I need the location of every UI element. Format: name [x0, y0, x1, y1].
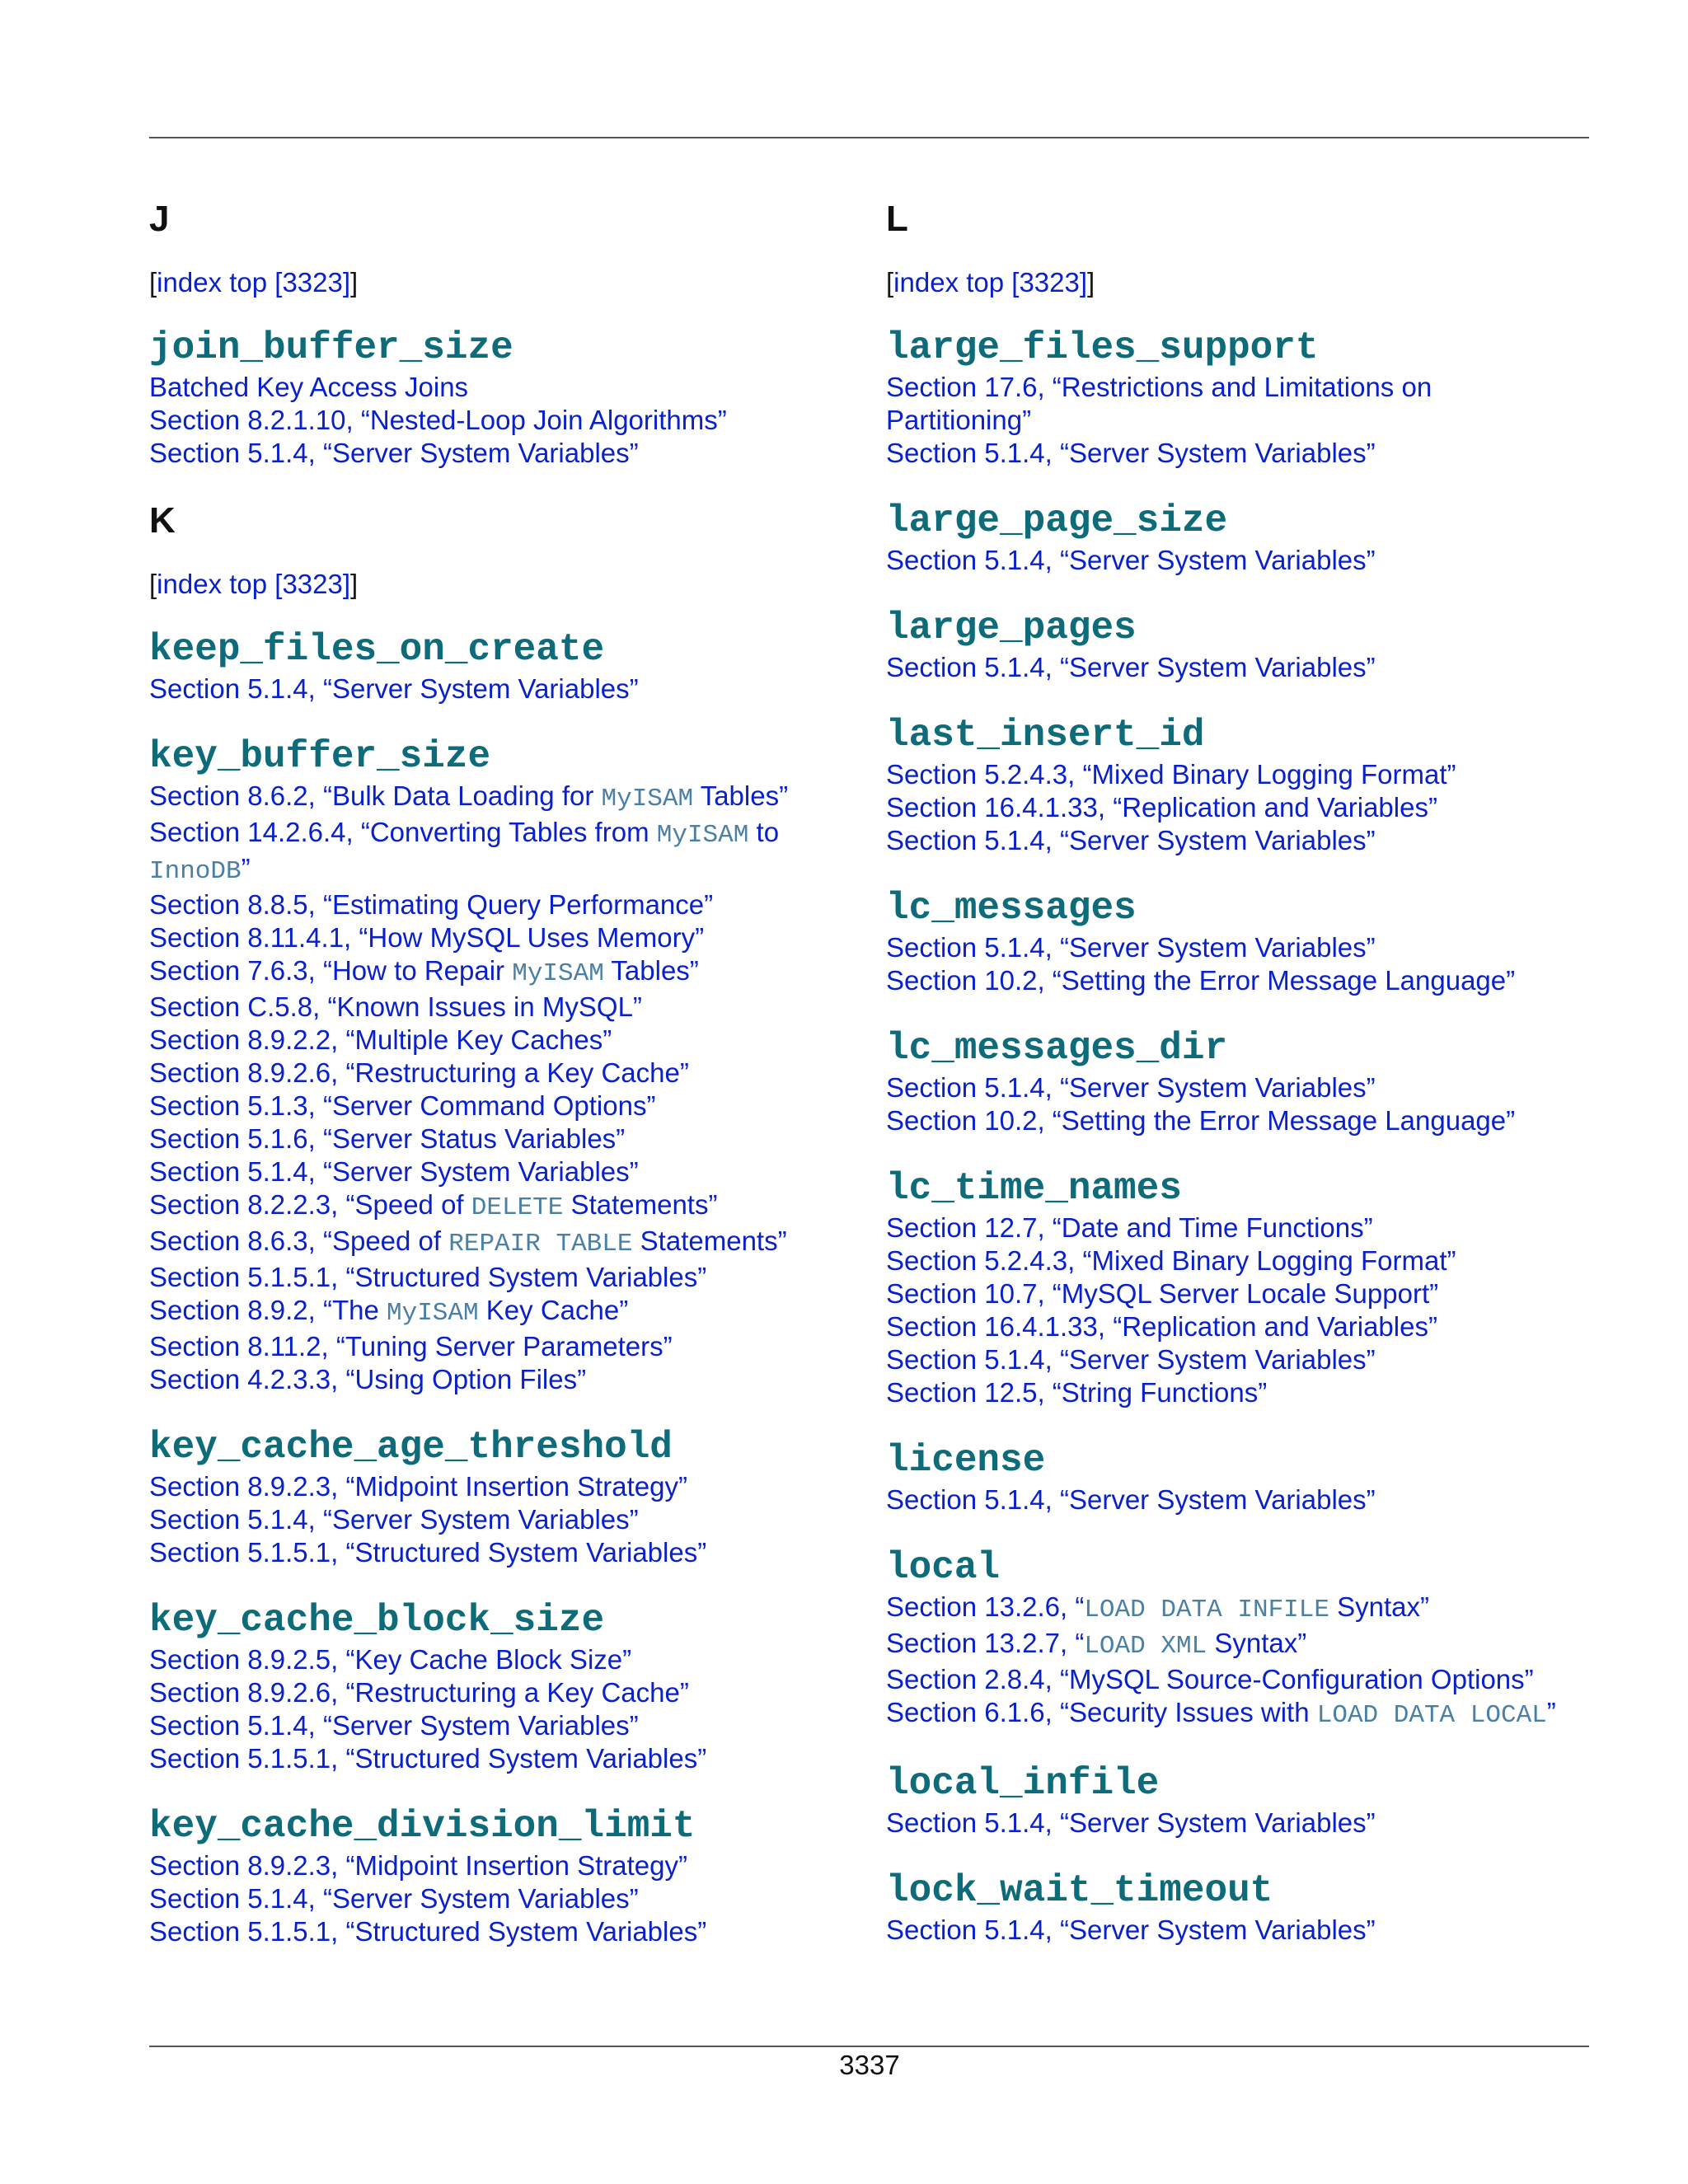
index-entry	[886, 885, 1595, 997]
reference-link[interactable]	[149, 1710, 639, 1741]
reference-text: Syntax”	[1207, 1628, 1307, 1658]
reference-text: Section 5.1.5.1, “Structured System Variables”	[149, 1743, 707, 1774]
reference-link[interactable]	[149, 1226, 787, 1256]
reference-text: Section 14.2.6.4, “Converting Tables from	[149, 817, 657, 847]
reference-link[interactable]	[886, 1628, 1307, 1661]
reference-link[interactable]	[886, 1591, 1429, 1622]
index-term: large_page_size	[886, 499, 1228, 542]
bracket-close: ]	[1087, 267, 1095, 298]
reference-link[interactable]	[149, 1471, 687, 1502]
reference-text: Section 5.2.4.3, “Mixed Binary Logging Format”	[886, 759, 1456, 790]
reference-link[interactable]	[886, 1105, 1515, 1136]
index-reference	[149, 1261, 858, 1294]
reference-text: Section 10.7, “MySQL Server Locale Support”	[886, 1278, 1439, 1309]
reference-text: Section 10.2, “Setting the Error Message Language”	[886, 965, 1516, 996]
index-letter-heading: L	[886, 199, 908, 239]
index-term: lc_messages	[886, 887, 1137, 930]
index-reference	[886, 371, 1595, 404]
index-reference	[149, 1122, 858, 1155]
reference-text: Section 5.1.4, “Server System Variables”	[886, 438, 1376, 468]
reference-text: Partitioning”	[886, 405, 1032, 435]
index-reference	[149, 437, 858, 470]
reference-text: Section 5.1.4, “Server System Variables”	[149, 438, 639, 468]
index-reference	[149, 1057, 858, 1090]
reference-text: Section 5.1.5.1, “Structured System Variables”	[149, 1537, 707, 1568]
reference-link[interactable]	[886, 792, 1437, 823]
index-reference	[149, 1849, 858, 1882]
reference-text: Section 12.5, “String Functions”	[886, 1377, 1268, 1408]
reference-text: Section 12.7, “Date and Time Functions”	[886, 1212, 1373, 1243]
index-reference	[149, 1090, 858, 1122]
index-entry	[149, 733, 858, 1396]
index-term: key_cache_division_limit	[149, 1805, 696, 1848]
reference-text: Section 8.11.4.1, “How MySQL Uses Memory”	[149, 922, 705, 953]
index-reference	[149, 954, 858, 991]
left-column	[149, 196, 858, 1976]
reference-text: Section 13.2.6, “	[886, 1591, 1085, 1622]
index-entry	[886, 325, 1595, 470]
reference-text: Section 16.4.1.33, “Replication and Variables”	[886, 1311, 1437, 1342]
reference-link[interactable]	[149, 817, 780, 850]
index-reference	[886, 931, 1595, 964]
reference-link[interactable]	[886, 1212, 1373, 1243]
reference-link[interactable]	[886, 1344, 1376, 1375]
index-reference	[149, 1470, 858, 1503]
index-reference	[886, 1914, 1595, 1947]
index-reference	[149, 1882, 858, 1915]
index-reference	[886, 824, 1595, 857]
index-reference	[886, 1244, 1595, 1277]
reference-text: Section 5.1.4, “Server System Variables”	[886, 1484, 1376, 1515]
index-entry	[149, 626, 858, 705]
index-reference	[886, 1807, 1595, 1840]
reference-text: Section 8.6.2, “Bulk Data Loading for	[149, 780, 602, 811]
index-term: lock_wait_timeout	[886, 1869, 1273, 1912]
reference-link[interactable]	[886, 652, 1376, 682]
reference-link[interactable]	[886, 1484, 1376, 1515]
bracket-close: ]	[350, 569, 359, 599]
reference-text: Section 7.6.3, “How to Repair	[149, 955, 513, 986]
index-reference	[149, 1676, 858, 1709]
index-reference	[886, 404, 1595, 437]
index-letter-heading: J	[149, 199, 170, 239]
reference-text: Section 2.8.4, “MySQL Source-Configuration Options”	[886, 1664, 1534, 1694]
bracket-open: [	[149, 267, 157, 298]
reference-text: Section 5.1.4, “Server System Variables”	[886, 652, 1376, 682]
index-term: last_insert_id	[886, 714, 1205, 757]
reference-text: Section 5.1.3, “Server Command Options”	[149, 1090, 656, 1121]
index-entry	[149, 1597, 858, 1775]
index-term: join_buffer_size	[149, 326, 513, 369]
reference-link[interactable]	[149, 1916, 706, 1947]
reference-text: Section 8.9.2.6, “Restructuring a Key Cache”	[149, 1057, 689, 1088]
index-term: large_files_support	[886, 326, 1319, 369]
reference-text: Section 5.1.4, “Server System Variables”	[886, 825, 1376, 855]
reference-link[interactable]	[886, 1245, 1456, 1276]
reference-link[interactable]	[886, 1915, 1376, 1945]
index-reference	[149, 1643, 858, 1676]
index-reference	[886, 651, 1595, 684]
reference-link[interactable]	[886, 825, 1376, 855]
reference-text: Section 5.1.4, “Server System Variables”	[149, 1156, 639, 1187]
reference-text: Section 16.4.1.33, “Replication and Variables”	[886, 792, 1437, 823]
index-entry	[149, 325, 858, 470]
reference-link[interactable]	[149, 1850, 687, 1881]
code-literal: MyISAM	[656, 821, 749, 850]
code-literal: InnoDB	[149, 857, 241, 886]
reference-link[interactable]	[886, 932, 1376, 963]
reference-text: Section 17.6, “Restrictions and Limitations on	[886, 372, 1432, 402]
reference-text: Section 5.1.5.1, “Structured System Variables”	[149, 1262, 707, 1292]
index-reference	[886, 758, 1595, 791]
reference-text: to	[748, 817, 780, 847]
reference-link[interactable]	[886, 405, 1031, 435]
index-reference	[886, 1277, 1595, 1310]
index-reference	[886, 1483, 1595, 1516]
reference-text: Statements”	[563, 1189, 718, 1220]
index-entry	[886, 712, 1595, 857]
reference-link[interactable]	[149, 853, 251, 886]
index-reference	[149, 991, 858, 1024]
index-reference	[886, 544, 1595, 577]
index-term: lc_messages_dir	[886, 1027, 1228, 1070]
page-number: 3337	[839, 2050, 900, 2080]
reference-link[interactable]	[886, 1377, 1267, 1408]
reference-text: Section 5.1.6, “Server Status Variables”	[149, 1123, 626, 1154]
index-entry	[149, 1424, 858, 1569]
index-reference	[149, 371, 858, 404]
index-entry	[886, 1760, 1595, 1840]
reference-text: Section 8.6.3, “Speed of	[149, 1226, 449, 1256]
header-rule	[149, 137, 1589, 138]
reference-text: Section 5.1.4, “Server System Variables”	[149, 1710, 639, 1741]
reference-link[interactable]	[149, 922, 704, 953]
reference-text: Section 5.1.4, “Server System Variables”	[886, 1344, 1376, 1375]
index-reference	[149, 1225, 858, 1261]
index-entry	[886, 1165, 1595, 1409]
index-term: lc_time_names	[886, 1167, 1182, 1210]
reference-text: Tables”	[693, 780, 789, 811]
reference-text: Section 8.9.2.5, “Key Cache Block Size”	[149, 1644, 632, 1675]
code-literal: REPAIR TABLE	[448, 1230, 633, 1258]
bracket-open: [	[149, 569, 157, 599]
code-literal: LOAD XML	[1084, 1632, 1207, 1661]
index-reference	[886, 1591, 1595, 1627]
reference-text: Section 8.9.2.3, “Midpoint Insertion Strategy”	[149, 1850, 688, 1881]
bracket-close: ]	[350, 267, 359, 298]
reference-text: Section 5.1.4, “Server System Variables”	[886, 932, 1376, 963]
reference-text: Section 6.1.6, “Security Issues with	[886, 1697, 1317, 1727]
reference-text: Section 5.2.4.3, “Mixed Binary Logging Format”	[886, 1245, 1456, 1276]
index-reference	[886, 1071, 1595, 1104]
index-reference	[149, 1503, 858, 1536]
index-letter-heading: K	[149, 500, 176, 541]
index-reference	[149, 780, 858, 816]
code-literal: MyISAM	[387, 1299, 479, 1328]
reference-link[interactable]	[886, 1664, 1534, 1694]
index-term: local_infile	[886, 1762, 1160, 1805]
reference-link[interactable]	[149, 1057, 689, 1088]
reference-text: ”	[1546, 1697, 1556, 1727]
index-reference	[149, 1330, 858, 1363]
index-reference	[886, 1212, 1595, 1244]
reference-link[interactable]	[149, 673, 639, 704]
reference-text: Section 4.2.3.3, “Using Option Files”	[149, 1364, 587, 1394]
index-entry	[886, 605, 1595, 684]
index-reference	[149, 816, 858, 852]
bracket-open: [	[886, 267, 894, 298]
index-reference	[149, 404, 858, 437]
reference-link[interactable]	[886, 1278, 1438, 1309]
index-reference	[886, 964, 1595, 997]
reference-text: Section 5.1.4, “Server System Variables”	[886, 545, 1376, 575]
reference-link[interactable]	[149, 1504, 639, 1535]
index-entry	[149, 1803, 858, 1948]
reference-link[interactable]	[149, 889, 713, 920]
reference-text: Batched Key Access Joins	[149, 372, 469, 402]
reference-link[interactable]	[149, 1123, 625, 1154]
index-reference	[149, 1188, 858, 1225]
reference-link[interactable]	[149, 1644, 631, 1675]
index-reference	[149, 888, 858, 921]
code-literal: DELETE	[471, 1193, 564, 1222]
index-reference	[886, 1663, 1595, 1696]
reference-link[interactable]	[149, 1537, 706, 1568]
reference-text: Syntax”	[1329, 1591, 1430, 1622]
reference-text: Section 8.8.5, “Estimating Query Performance”	[149, 889, 714, 920]
reference-link[interactable]	[149, 955, 699, 986]
reference-link[interactable]	[886, 1697, 1556, 1730]
reference-link[interactable]	[149, 1262, 706, 1292]
index-reference	[149, 852, 858, 888]
index-reference	[886, 1627, 1595, 1663]
index-reference	[149, 1709, 858, 1742]
index-term: key_cache_block_size	[149, 1599, 605, 1642]
reference-text: ”	[241, 853, 251, 883]
reference-text: Key Cache”	[478, 1295, 629, 1325]
index-reference	[149, 1024, 858, 1057]
reference-link[interactable]	[886, 545, 1376, 575]
index-reference	[149, 1915, 858, 1948]
reference-link[interactable]	[886, 965, 1515, 996]
index-top-line	[149, 567, 858, 602]
reference-text: Section 5.1.4, “Server System Variables”	[149, 1883, 639, 1914]
footer-rule	[149, 2046, 1589, 2047]
reference-link[interactable]	[886, 759, 1456, 790]
reference-text: Section 5.1.4, “Server System Variables”	[886, 1807, 1376, 1838]
index-top-line	[149, 265, 858, 300]
reference-text: Section 5.1.5.1, “Structured System Variables”	[149, 1916, 707, 1947]
reference-text: Section 8.9.2, “The	[149, 1295, 387, 1325]
reference-text: Section 5.1.4, “Server System Variables”	[149, 1504, 639, 1535]
reference-link[interactable]	[149, 1743, 706, 1774]
reference-text: Section 8.9.2.6, “Restructuring a Key Cache”	[149, 1677, 689, 1708]
reference-link[interactable]	[886, 1072, 1376, 1103]
right-column	[886, 196, 1595, 1975]
reference-link[interactable]	[149, 1331, 673, 1361]
reference-text: Section 5.1.4, “Server System Variables”	[886, 1915, 1376, 1945]
code-literal: LOAD DATA LOCAL	[1316, 1701, 1547, 1730]
reference-link[interactable]	[149, 372, 468, 402]
index-term: license	[886, 1439, 1046, 1482]
reference-text: Section 8.9.2.2, “Multiple Key Caches”	[149, 1024, 612, 1055]
index-top-link[interactable]: index top [3323]	[893, 267, 1088, 298]
reference-link[interactable]	[886, 372, 1432, 402]
reference-link[interactable]	[886, 438, 1376, 468]
index-entry	[886, 1025, 1595, 1137]
index-reference	[149, 673, 858, 705]
reference-link[interactable]	[149, 1189, 717, 1220]
reference-text: Section 8.9.2.3, “Midpoint Insertion Strategy”	[149, 1471, 688, 1502]
reference-text: Section 5.1.4, “Server System Variables”	[149, 673, 639, 704]
index-reference	[149, 1742, 858, 1775]
index-reference	[149, 1155, 858, 1188]
reference-text: Section 8.11.2, “Tuning Server Parameters”	[149, 1331, 673, 1361]
index-reference	[886, 1104, 1595, 1137]
reference-link[interactable]	[149, 780, 788, 811]
reference-link[interactable]	[149, 1156, 639, 1187]
reference-link[interactable]	[149, 1090, 655, 1121]
index-reference	[886, 1343, 1595, 1376]
index-top-link[interactable]: index top [3323]	[157, 569, 351, 599]
index-entry	[886, 498, 1595, 577]
reference-link[interactable]	[149, 438, 639, 468]
index-reference	[886, 791, 1595, 824]
index-reference	[149, 1536, 858, 1569]
index-reference	[886, 1376, 1595, 1409]
reference-text: Section 13.2.7, “	[886, 1628, 1085, 1658]
index-reference	[149, 1363, 858, 1396]
reference-link[interactable]	[149, 1024, 612, 1055]
reference-link[interactable]	[886, 1807, 1376, 1838]
index-term: key_cache_age_threshold	[149, 1426, 673, 1469]
reference-text: Section 10.2, “Setting the Error Message Language”	[886, 1105, 1516, 1136]
index-top-line	[886, 265, 1595, 300]
index-term: local	[886, 1546, 1001, 1589]
reference-text: Section C.5.8, “Known Issues in MySQL”	[149, 991, 642, 1022]
index-reference	[886, 1310, 1595, 1343]
index-term: large_pages	[886, 607, 1137, 649]
index-top-link[interactable]: index top [3323]	[157, 267, 351, 298]
reference-text: Section 5.1.4, “Server System Variables”	[886, 1072, 1376, 1103]
code-literal: LOAD DATA INFILE	[1084, 1596, 1329, 1624]
reference-text: Section 8.2.1.10, “Nested-Loop Join Algorithms”	[149, 405, 727, 435]
reference-link[interactable]	[149, 1295, 629, 1328]
index-term: keep_files_on_create	[149, 628, 605, 671]
reference-link[interactable]	[149, 1883, 639, 1914]
reference-link[interactable]	[149, 991, 642, 1022]
reference-text: Tables”	[603, 955, 699, 986]
index-entry	[886, 1544, 1595, 1732]
reference-link[interactable]	[886, 1311, 1437, 1342]
index-reference	[149, 1294, 858, 1330]
reference-link[interactable]	[149, 405, 727, 435]
index-term: key_buffer_size	[149, 735, 491, 778]
index-reference	[149, 921, 858, 954]
code-literal: MyISAM	[601, 785, 694, 813]
index-entry	[886, 1437, 1595, 1516]
index-entry	[886, 1868, 1595, 1947]
reference-text: Statements”	[632, 1226, 787, 1256]
index-reference	[886, 1696, 1595, 1732]
reference-text: Section 8.2.2.3, “Speed of	[149, 1189, 471, 1220]
reference-link[interactable]	[149, 1364, 586, 1394]
reference-link[interactable]	[149, 1677, 689, 1708]
index-reference	[886, 437, 1595, 470]
code-literal: MyISAM	[512, 959, 604, 988]
